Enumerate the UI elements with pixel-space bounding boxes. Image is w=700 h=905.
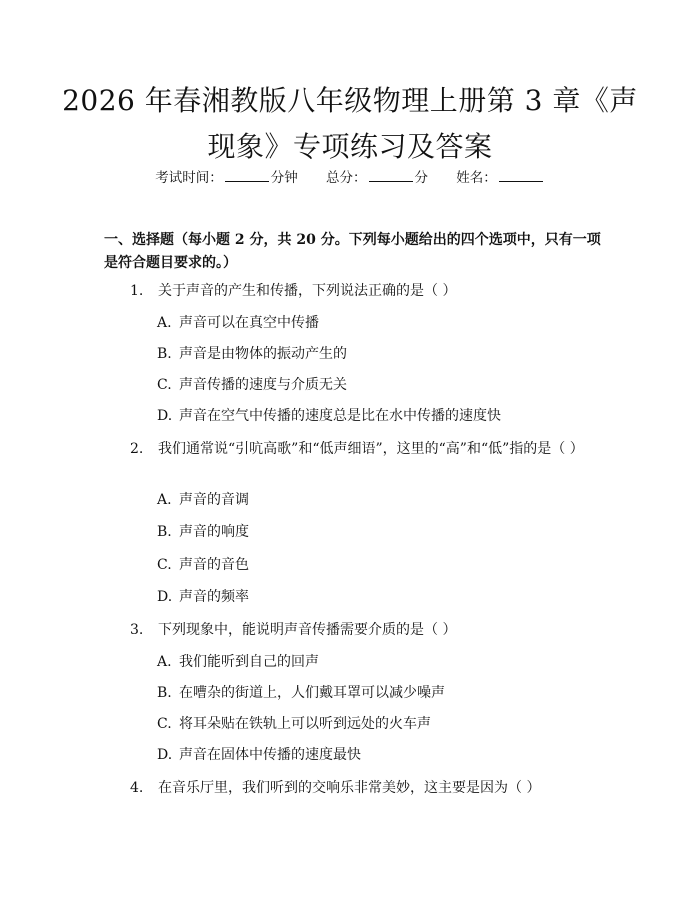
option-letter: C. [157,716,172,732]
option-text: 声音是由物体的振动产生的 [179,346,347,362]
option-letter: C. [157,557,172,573]
option-text: 声音的音色 [179,557,249,573]
question-number: 2. [130,441,144,457]
student-name-field [456,168,545,188]
option-letter: D. [157,747,173,763]
option-letter: A. [157,315,172,331]
question-4 [104,777,604,799]
option-letter: D. [157,408,173,424]
option-text: 声音的音调 [179,492,249,508]
option-text: 声音在固体中传播的速度最快 [179,747,361,763]
total-score-label: 总分： [326,170,367,186]
total-score-blank [369,168,413,182]
question-1-option-a [157,313,319,333]
option-letter: B. [157,524,172,540]
question-2-option-c [157,555,249,575]
student-name-label: 姓名： [456,170,497,186]
question-text: 我们通常说“引吭高歌”和“低声细语”，这里的“高”和“低”指的是（ ） [158,441,584,457]
exam-meta [0,168,700,188]
question-2-option-b [157,522,249,542]
exam-time-label: 考试时间： [155,170,223,186]
option-letter: A. [157,492,172,508]
question-2-option-a [157,490,249,510]
option-letter: C. [157,377,172,393]
question-number: 3. [130,622,144,638]
option-text: 我们能听到自己的回声 [179,654,319,670]
exam-time-unit: 分钟 [270,170,298,186]
section-heading: 一、选择题（每小题 2 分，共 20 分。下列每小题给出的四个选项中，只有一项是符合题目要求的。） [104,232,601,271]
option-text: 声音的响度 [179,524,249,540]
exam-time-blank [225,168,269,182]
option-letter: A. [157,654,172,670]
question-text: 下列现象中，能说明声音传播需要介质的是（ ） [158,622,457,638]
question-3 [104,619,604,641]
question-3-option-d [157,745,361,765]
document-title [60,78,640,170]
question-1-option-d [157,406,501,426]
total-score-field [326,168,428,188]
document-title-line1: 2026 年春湘教版八年级物理上册第 3 章《声 [62,84,638,117]
option-text: 声音的频率 [179,589,249,605]
question-1-option-c [157,375,347,395]
option-letter: B. [157,346,172,362]
question-number: 4. [130,780,144,796]
question-2-option-d [157,587,249,607]
exam-time-field [155,168,298,188]
question-1-option-b [157,344,347,364]
option-text: 声音在空气中传播的速度总是比在水中传播的速度快 [179,408,501,424]
question-2 [104,438,604,460]
question-number: 1. [130,283,144,299]
document-title-line2: 现象》专项练习及答案 [207,130,493,163]
student-name-blank [499,168,543,182]
option-text: 在嘈杂的街道上，人们戴耳罩可以减少噪声 [179,685,445,701]
option-text: 声音可以在真空中传播 [179,315,319,331]
question-3-option-a [157,652,319,672]
option-text: 声音传播的速度与介质无关 [179,377,347,393]
question-3-option-b [157,683,445,703]
option-text: 将耳朵贴在铁轨上可以听到远处的火车声 [179,716,431,732]
question-3-option-c [157,714,431,734]
question-1 [104,280,604,302]
option-letter: B. [157,685,172,701]
total-score-unit: 分 [414,170,428,186]
option-letter: D. [157,589,173,605]
question-text: 关于声音的产生和传播，下列说法正确的是（ ） [158,283,457,299]
question-text: 在音乐厅里，我们听到的交响乐非常美妙，这主要是因为（ ） [158,780,541,796]
